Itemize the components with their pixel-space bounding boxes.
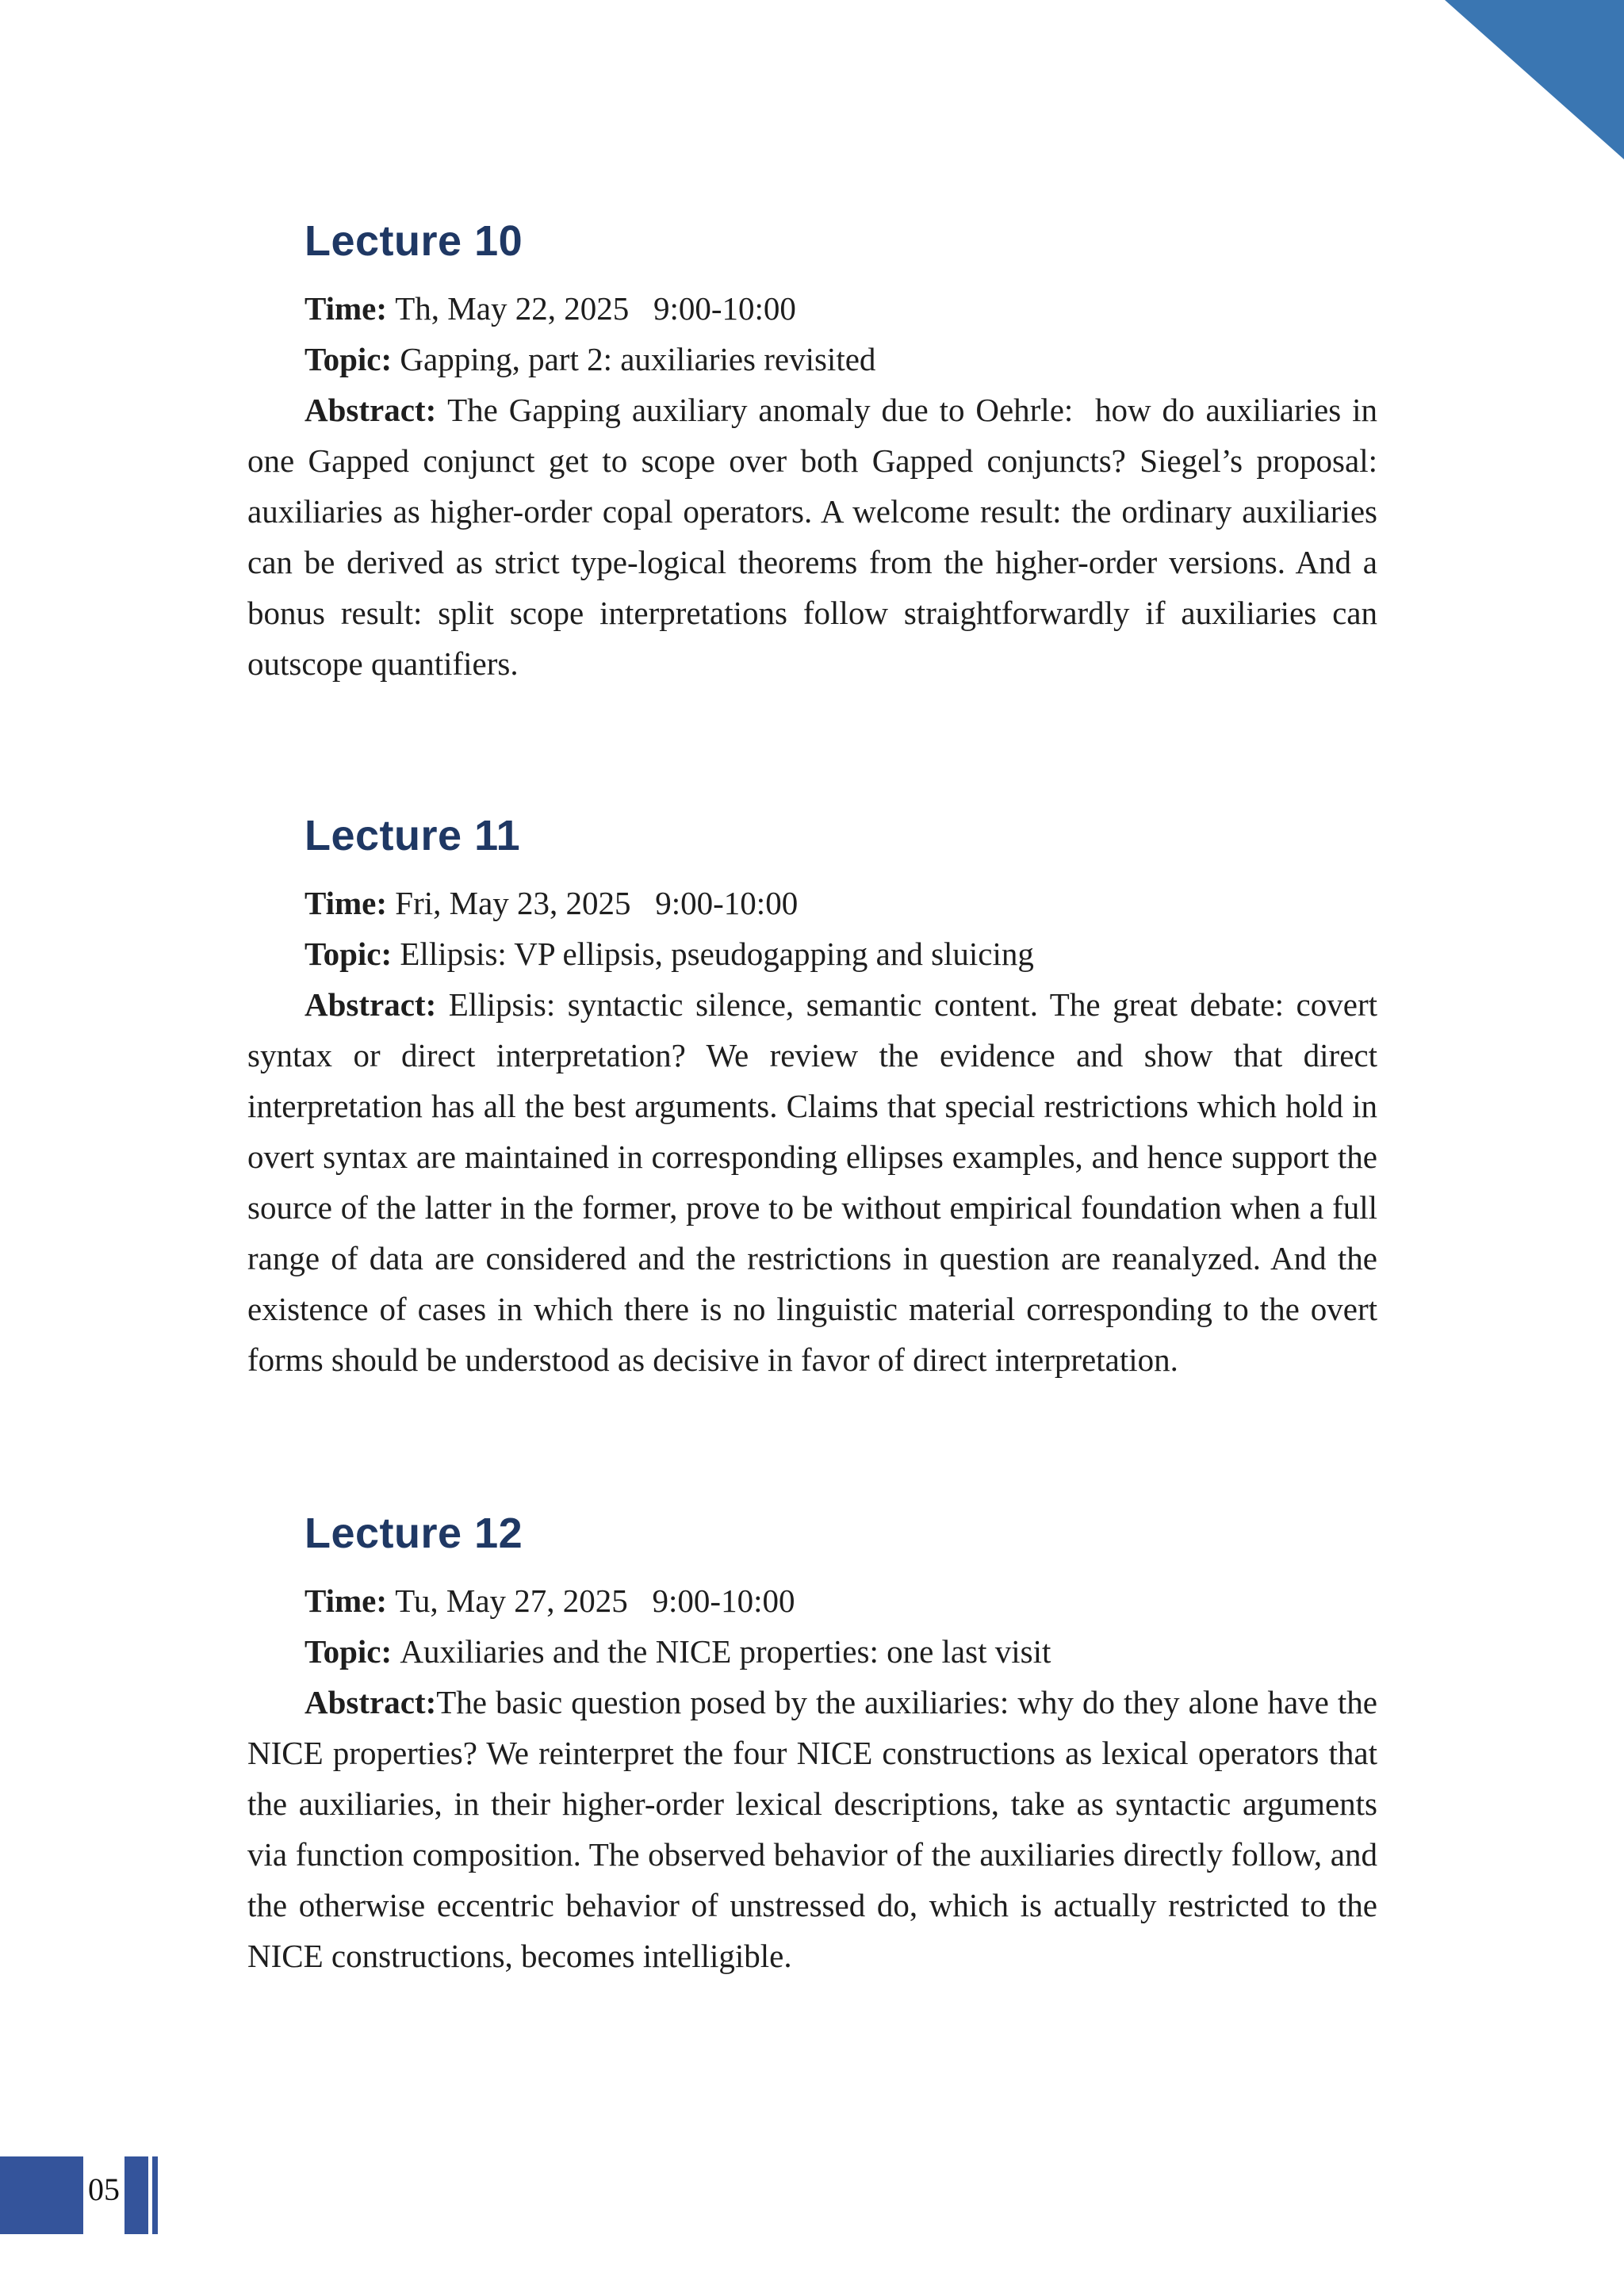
lecture-title: Lecture 12	[304, 1510, 523, 1557]
time-label: Time:	[304, 1582, 396, 1619]
lecture-title: Lecture 10	[304, 217, 523, 265]
time-value: Tu, May 27, 2025 9:00-10:00	[395, 1582, 795, 1619]
time-label: Time:	[304, 885, 396, 921]
topic-label: Topic:	[304, 341, 400, 377]
abstract-paragraph	[247, 1677, 1377, 1981]
topic-line	[247, 334, 1377, 385]
topic-line	[247, 928, 1377, 979]
footer-accent-bar-thick	[124, 2156, 148, 2234]
time-line	[247, 878, 1377, 928]
abstract-text: The basic question posed by the auxiliaries: why do they alone have the NICE properties? We reinterpret the four NICE constructions as lexical operators that the auxiliaries, in their higher-order lexical descriptions, take as syntactic arguments via function composition. The observed behavior of the auxiliaries directly follow, and the otherwise eccentric behavior of unstressed do, which is actually restricted to the NICE constructions, becomes intelligible.	[247, 1684, 1377, 1974]
topic-value: Ellipsis: VP ellipsis, pseudogapping and sluicing	[400, 936, 1034, 972]
abstract-label: Abstract:	[304, 1684, 437, 1720]
topic-line	[247, 1626, 1377, 1677]
time-value: Fri, May 23, 2025 9:00-10:00	[395, 885, 799, 921]
topic-value: Auxiliaries and the NICE properties: one last visit	[400, 1633, 1051, 1670]
time-label: Time:	[304, 290, 396, 327]
topic-label: Topic:	[304, 936, 400, 972]
topic-value: Gapping, part 2: auxiliaries revisited	[400, 341, 876, 377]
topic-label: Topic:	[304, 1633, 400, 1670]
corner-accent-triangle	[1445, 0, 1624, 159]
abstract-paragraph	[247, 979, 1377, 1385]
abstract-text: The Gapping auxiliary anomaly due to Oehrle: how do auxiliaries in one Gapped conjunct get to scope over both Gapped conjuncts? Siegel’s proposal: auxiliaries as higher-order copal operators. A welcome result: the ordinary auxiliaries can be derived as strict type-logical theorems from the higher-order versions. And a bonus result: split scope interpretations follow straightforwardly if auxiliaries can outscope quantifiers.	[247, 392, 1377, 682]
abstract-paragraph	[247, 385, 1377, 689]
abstract-label: Abstract:	[304, 986, 449, 1023]
footer-accent-square	[0, 2156, 83, 2234]
page-number: 05	[88, 2172, 120, 2207]
time-line	[247, 283, 1377, 334]
lecture-title: Lecture 11	[304, 812, 521, 859]
abstract-label: Abstract:	[304, 392, 448, 428]
lecture-section-12	[247, 1512, 1377, 1981]
lecture-section-11	[247, 814, 1377, 1385]
abstract-text: Ellipsis: syntactic silence, semantic content. The great debate: covert syntax or direct interpretation? We review the evidence and show that direct interpretation has all the best arguments. Claims that special restrictions which hold in overt syntax are maintained in corresponding ellipses examples, and hence support the source of the latter in the former, prove to be without empirical foundation when a full range of data are considered and the restrictions in question are reanalyzed. And the existence of cases in which there is no linguistic material corresponding to the overt forms should be understood as decisive in favor of direct interpretation.	[247, 986, 1377, 1378]
time-line	[247, 1575, 1377, 1626]
lecture-section-10	[247, 217, 1377, 689]
footer-accent-bar-thin	[152, 2156, 158, 2234]
time-value: Th, May 22, 2025 9:00-10:00	[395, 290, 796, 327]
